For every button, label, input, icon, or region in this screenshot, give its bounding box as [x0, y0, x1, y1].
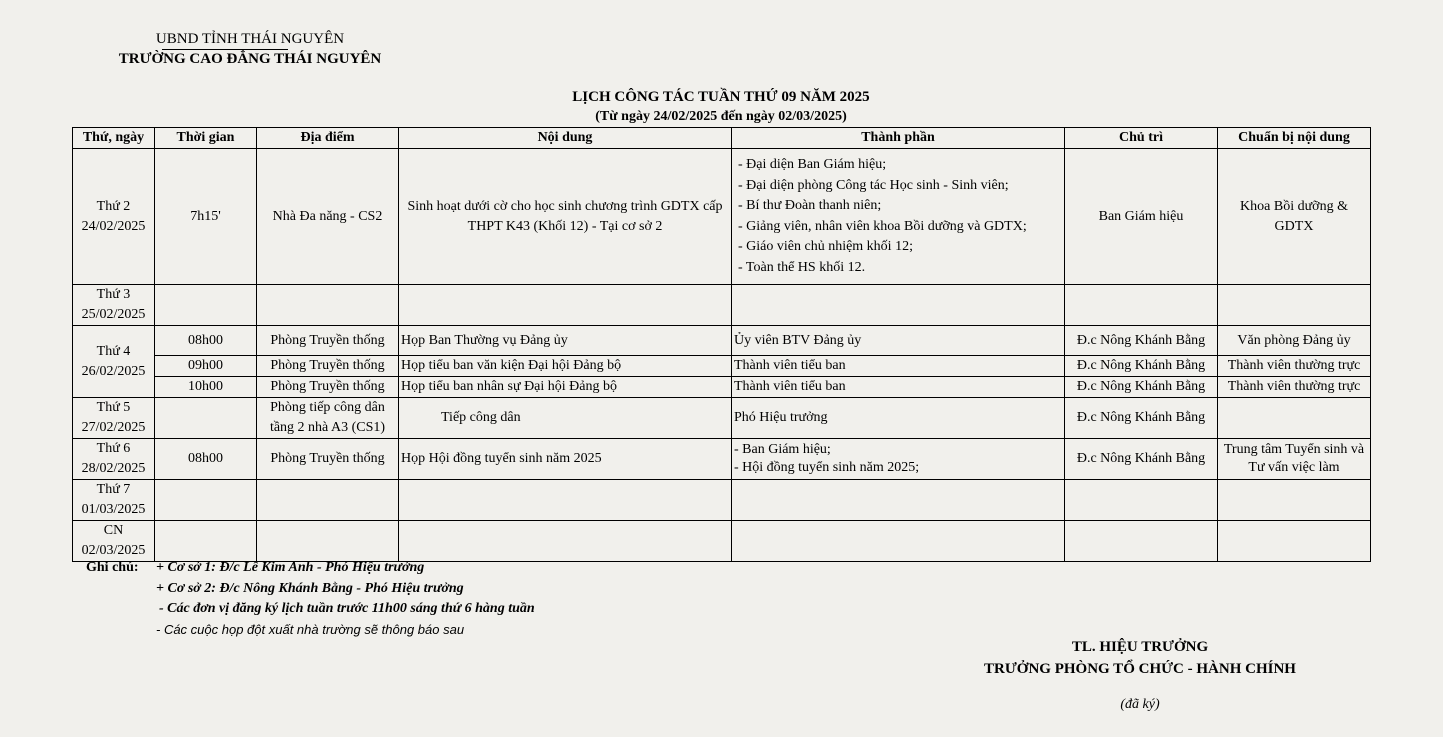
col-header-prep: Chuẩn bị nội dung	[1218, 128, 1371, 149]
prep-cell: Khoa Bồi dưỡng & GDTX	[1218, 149, 1371, 285]
chair-cell	[1065, 521, 1218, 562]
prep-cell: Văn phòng Đảng ủy	[1218, 326, 1371, 356]
place-cell: Phòng tiếp công dân tầng 2 nhà A3 (CS1)	[257, 398, 399, 439]
prep-cell	[1218, 285, 1371, 326]
col-header-day: Thứ, ngày	[73, 128, 155, 149]
table-row	[73, 398, 1371, 439]
time-cell: 08h00	[155, 326, 257, 356]
content-cell	[399, 521, 732, 562]
content-cell: Tiếp công dân	[399, 398, 732, 439]
day-cell	[73, 285, 155, 326]
chair-cell	[1065, 285, 1218, 326]
place-cell: Phòng Truyền thống	[257, 439, 399, 480]
day-cell	[73, 149, 155, 285]
day-name: CN	[103, 523, 124, 538]
place-cell: Phòng Truyền thống	[257, 356, 399, 377]
participants-cell	[732, 285, 1065, 326]
day-name: Thứ 3	[96, 287, 131, 302]
place-cell	[257, 480, 399, 521]
time-cell	[155, 398, 257, 439]
content-cell: Sinh hoạt dưới cờ cho học sinh chương trình GDTX cấp THPT K43 (Khối 12) - Tại cơ sở 2	[399, 149, 732, 285]
chair-cell: Đ.c Nông Khánh Bằng	[1065, 356, 1218, 377]
place-cell	[257, 285, 399, 326]
chair-cell: Đ.c Nông Khánh Bằng	[1065, 439, 1218, 480]
day-date: 26/02/2025	[81, 363, 146, 379]
signed-note: (đã ký)	[1120, 697, 1160, 712]
header-row	[73, 128, 1371, 149]
org-line-2: TRƯỜNG CAO ĐẲNG THÁI NGUYÊN	[118, 51, 382, 67]
time-cell: 7h15'	[155, 149, 257, 285]
prep-cell: Thành viên thường trực	[1218, 377, 1371, 398]
note-item: - Các cuộc họp đột xuất nhà trường sẽ thông báo sau	[156, 621, 465, 637]
time-cell: 09h00	[155, 356, 257, 377]
content-cell: Họp tiểu ban nhân sự Đại hội Đảng bộ	[399, 377, 732, 398]
table-row	[73, 480, 1371, 521]
time-cell	[155, 285, 257, 326]
table-row	[73, 439, 1371, 480]
day-cell	[73, 398, 155, 439]
participants-cell	[732, 521, 1065, 562]
day-cell	[73, 521, 155, 562]
document-subtitle: (Từ ngày 24/02/2025 đến ngày 02/03/2025)	[595, 109, 847, 124]
participants-cell	[732, 480, 1065, 521]
day-name: Thứ 6	[96, 441, 131, 456]
chair-cell: Đ.c Nông Khánh Bằng	[1065, 398, 1218, 439]
chair-cell	[1065, 480, 1218, 521]
org-line-1: UBND TỈNH THÁI NGUYÊN	[155, 31, 345, 47]
place-cell: Nhà Đa năng - CS2	[257, 149, 399, 285]
col-header-participants: Thành phần	[732, 128, 1065, 149]
table-row	[73, 285, 1371, 326]
content-cell	[399, 480, 732, 521]
time-cell	[155, 480, 257, 521]
place-cell	[257, 521, 399, 562]
day-date: 24/02/2025	[81, 218, 146, 234]
document-title: LỊCH CÔNG TÁC TUẦN THỨ 09 NĂM 2025	[572, 89, 870, 105]
content-cell	[399, 285, 732, 326]
table-row	[73, 149, 1371, 285]
participant-line: - Giảng viên, nhân viên khoa Bồi dưỡng và GDTX;	[738, 218, 1027, 234]
participant-line: - Giáo viên chủ nhiệm khối 12;	[738, 239, 913, 254]
chair-cell: Ban Giám hiệu	[1065, 149, 1218, 285]
prep-cell	[1218, 480, 1371, 521]
day-name: Thứ 7	[96, 482, 131, 497]
day-cell	[73, 326, 155, 398]
col-header-time: Thời gian	[155, 128, 257, 149]
content-cell: Họp Hội đồng tuyển sinh năm 2025	[399, 439, 732, 480]
table-row	[73, 326, 1371, 356]
notes-label: Ghi chú:	[86, 560, 139, 575]
signature-line-1: TL. HIỆU TRƯỞNG	[1071, 639, 1209, 655]
day-date: 01/03/2025	[81, 502, 146, 517]
participants-cell: Thành viên tiểu ban	[732, 356, 1065, 377]
content-cell: Họp Ban Thường vụ Đảng ủy	[399, 326, 732, 356]
note-item: + Cơ sở 1: Đ/c Lê Kim Anh - Phó Hiệu trưởng	[156, 560, 425, 575]
participants-cell: Thành viên tiểu ban	[732, 377, 1065, 398]
participant-line: - Toàn thể HS khối 12.	[738, 259, 866, 275]
place-cell: Phòng Truyền thống	[257, 377, 399, 398]
document-title-block	[400, 88, 1042, 126]
signature-line-2: TRƯỞNG PHÒNG TỔ CHỨC - HÀNH CHÍNH	[984, 661, 1296, 677]
participant-line: - Bí thư Đoàn thanh niên;	[738, 198, 882, 213]
day-date: 02/03/2025	[81, 543, 146, 558]
prep-cell	[1218, 398, 1371, 439]
org-underline	[162, 49, 288, 50]
schedule-table	[72, 127, 1371, 562]
col-header-content: Nội dung	[399, 128, 732, 149]
day-date: 27/02/2025	[81, 420, 146, 435]
participant-line: - Ban Giám hiệu;	[734, 442, 831, 457]
participants-cell: Phó Hiệu trưởng	[732, 398, 1065, 439]
col-header-chair: Chủ trì	[1065, 128, 1218, 149]
participants-cell	[732, 149, 1065, 285]
day-date: 28/02/2025	[81, 461, 146, 476]
issuing-organization	[100, 29, 400, 69]
prep-cell: Trung tâm Tuyển sinh và Tư vấn việc làm	[1218, 439, 1371, 480]
participants-cell	[732, 439, 1065, 480]
table-row	[73, 356, 1371, 377]
time-cell	[155, 521, 257, 562]
participant-line: - Đại diện Ban Giám hiệu;	[738, 157, 887, 172]
day-name: Thứ 5	[96, 400, 131, 415]
col-header-place: Địa điểm	[257, 128, 399, 149]
note-item: + Cơ sở 2: Đ/c Nông Khánh Bằng - Phó Hiệu trưởng	[156, 580, 464, 596]
table-row	[73, 521, 1371, 562]
participants-cell: Ủy viên BTV Đảng ủy	[732, 326, 1065, 356]
day-cell	[73, 480, 155, 521]
time-cell: 08h00	[155, 439, 257, 480]
time-cell: 10h00	[155, 377, 257, 398]
content-cell: Họp tiểu ban văn kiện Đại hội Đảng bộ	[399, 356, 732, 377]
participant-line: - Đại diện phòng Công tác Học sinh - Sinh viên;	[738, 177, 1009, 193]
day-name: Thứ 4	[96, 343, 131, 359]
chair-cell: Đ.c Nông Khánh Bằng	[1065, 377, 1218, 398]
prep-cell: Thành viên thường trực	[1218, 356, 1371, 377]
chair-cell: Đ.c Nông Khánh Bằng	[1065, 326, 1218, 356]
day-name: Thứ 2	[96, 198, 131, 214]
signature-block	[960, 636, 1320, 680]
participant-line: - Hội đồng tuyển sinh năm 2025;	[734, 460, 920, 475]
day-cell	[73, 439, 155, 480]
prep-cell	[1218, 521, 1371, 562]
place-cell: Phòng Truyền thống	[257, 326, 399, 356]
note-item: - Các đơn vị đăng ký lịch tuần trước 11h00 sáng thứ 6 hàng tuần	[159, 601, 535, 616]
day-date: 25/02/2025	[81, 307, 146, 322]
table-row	[73, 377, 1371, 398]
